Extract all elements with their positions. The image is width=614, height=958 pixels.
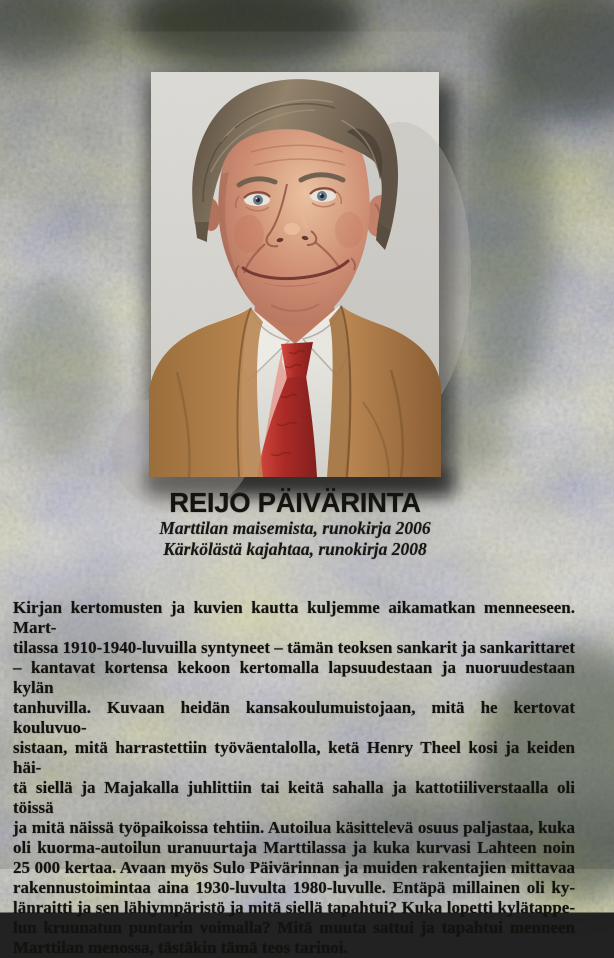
author-name: REIJO PÄIVÄRINTA (169, 487, 421, 518)
blurb-line: oli kuorma-autoilun uranuurtaja Marttilassa ja kuka kurvasi Lahteen noin (13, 838, 575, 857)
book-credits (111, 518, 479, 560)
book-credit-2008: Kärkölästä kajahtaa, runokirja 2008 (163, 539, 427, 560)
portrait-illustration (151, 72, 439, 477)
blurb-line: Kirjan kertomusten ja kuvien kautta kuljemme aikamatkan menneeseen. Mart- (13, 598, 575, 637)
blurb-line: länraitti ja sen lähiympäristö ja mitä siellä tapahtui? Kuka lopetti kylätappe- (13, 898, 575, 917)
blurb-line: 25 000 kertaa. Avaan myös Sulo Päivärinnan ja muiden rakentajien mittavaa (13, 858, 575, 877)
blurb-line: tilassa 1910-1940-luvuilla syntyneet – tämän teoksen sankarit ja sankarittaret (13, 638, 575, 657)
blurb-line: – kantavat kortensa kekoon kertomalla lapsuudestaan ja nuoruudestaan kylän (13, 658, 575, 697)
back-cover-text (13, 598, 575, 958)
blurb-line: tanhuvilla. Kuvaan heidän kansakoulumuistojaan, mitä he kertovat kouluvuo- (13, 698, 575, 737)
blurb-line: ja mitä näissä työpaikoissa tehtiin. Autoilua käsittelevä osuus paljastaa, kuka (13, 818, 575, 837)
blurb-line: tä siellä ja Majakalla juhlittiin tai keitä sahalla ja kattotiiliverstaalla oli töissä (13, 778, 575, 817)
blurb-line: rakennustoimintaa aina 1930-luvulta 1980-luvulle. Entäpä millainen oli ky- (13, 878, 575, 897)
book-credit-2006: Marttilan maisemista, runokirja 2006 (159, 518, 431, 538)
blurb-line: lun kruunatun puntarin voimalla? Mitä muuta sattui ja tapahtui menneen (13, 918, 575, 937)
blurb-line: Marttilan menossa, tästäkin tämä teos tarinoi. (13, 938, 348, 957)
blurb-line: sistaan, mitä harrastettiin työväentalolla, ketä Henry Theel kosi ja keiden häi- (13, 738, 575, 777)
portrait-photo (151, 72, 439, 477)
